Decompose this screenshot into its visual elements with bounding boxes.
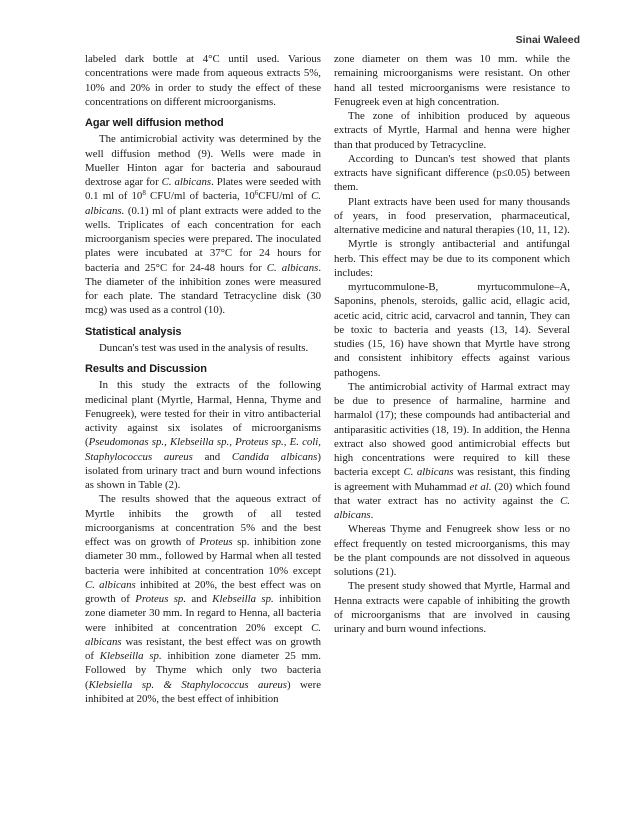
italic-text: Klebseilla sp. xyxy=(99,650,162,662)
heading-statistical-analysis: Statistical analysis xyxy=(85,325,182,338)
text-run: and xyxy=(186,593,213,605)
text-run: inhibited at 20%, the best effect was on growth of xyxy=(85,578,321,605)
paragraph-statistical-analysis xyxy=(85,341,321,355)
text-run: (20) which found that water extract has no activity against the xyxy=(334,480,570,507)
italic-text: Klebseilla sp. xyxy=(212,593,274,605)
text-run: and xyxy=(192,450,232,463)
text-run: Plant extracts have been used for many thousands of years, in food preservation, pharmaceutical, alternative medicine and natural therapies (10, 11, 12). xyxy=(334,195,570,236)
text-run: was resistant, this finding is agreement with Muhammad xyxy=(334,466,570,493)
text-run: . xyxy=(370,509,374,521)
italic-text: C. albicans xyxy=(266,261,319,274)
superscript: 8 xyxy=(142,189,146,198)
italic-text: C. albicans xyxy=(85,578,136,591)
italic-text: C. albicans xyxy=(334,494,570,521)
paragraph-right-2 xyxy=(334,109,570,152)
paragraph-right-7 xyxy=(334,380,570,523)
paragraph-right-1 xyxy=(334,52,570,109)
right-column xyxy=(334,52,570,636)
heading-agar-well-diffusion: Agar well diffusion method xyxy=(85,117,224,129)
paragraph-results-1 xyxy=(85,378,321,492)
italic-text: C. albicans xyxy=(403,466,454,479)
text-run: zone diameter on them was 10 mm. while the remaining microorganisms were resistant. On other hand all tested microorganisms were resistance to Fenugreek even at high concentration. xyxy=(334,53,570,108)
text-run: ) isolated from urinary tract and burn wound infections as shown in Table (2). xyxy=(85,450,321,491)
italic-text: Candida albicans xyxy=(231,450,318,463)
superscript: 6 xyxy=(254,189,259,198)
italic-text: Proteus xyxy=(199,536,233,548)
text-run: inhibition zone diameter 30 mm. In regard to Henna, all bacteria were inhibited at concentration 20% except xyxy=(85,593,321,634)
italic-text: et al. xyxy=(469,480,492,493)
text-run: The antimicrobial activity was determined by the well diffusion method (9). Wells were made in Mueller Hinton agar for bacteria and sabouraud dextrose agar for xyxy=(85,133,321,188)
text-run: CFU/ml of xyxy=(258,190,312,203)
paragraph-right-3 xyxy=(334,152,570,195)
italic-text: C. albicans xyxy=(161,176,212,188)
paragraph-agar-well-diffusion xyxy=(85,132,321,317)
text-run: The present study showed that Myrtle, Harmal and Henna extracts were capable of inhibiting the growth of microorganisms that are involved in causing urinary and burn wound infections. xyxy=(334,580,570,635)
text-run: inhibition zone diameter 25 mm. Followed by Thyme which only two bacteria ( xyxy=(85,650,321,691)
italic-text: Proteus sp. xyxy=(135,593,187,605)
text-run: The zone of inhibition produced by aqueous extracts of Myrtle, Harmal and henna were higher than that produced by Tetracycline. xyxy=(334,110,570,151)
text-run: In this study the extracts of the following medicinal plant (Myrtle, Harmal, Henna, Thyme and Fenugreek), were tested for their in vitro antibacterial activity against six isolates of microorganisms ( xyxy=(85,379,321,449)
text-run: Myrtle is strongly antibacterial and antifungal herb. This effect may be due to its component which includes: xyxy=(334,238,570,279)
text-run: . The diameter of the inhibition zones were measured for each plate. The standard Tetracycline disk (30 mcg) was used as a control (10). xyxy=(85,261,322,317)
text-run: Whereas Thyme and Fenugreek show less or no effect frequently on tested microorganisms, this may be the plant compounds are not dissolved in aqueous solutions (21). xyxy=(334,523,570,578)
heading-results-discussion: Results and Discussion xyxy=(85,363,207,375)
text-run: ) were inhibited at 20%, the best effect of inhibition xyxy=(85,678,321,705)
paragraph-right-9 xyxy=(334,579,570,636)
paragraph-right-4 xyxy=(334,195,570,238)
text-run: . Plates were seeded with 0.1 ml of 10 xyxy=(85,176,321,203)
text-run: labeled dark bottle at 4°C until used. Various concentrations were made from aqueous extracts 5%, 10% and 20% in order to study the effect of these concentrations on different microorganisms. xyxy=(85,53,321,108)
left-column xyxy=(85,52,321,706)
paragraph-right-6 xyxy=(334,280,570,380)
text-run: was resistant, the best effect was on growth of xyxy=(85,635,321,662)
paragraph-methods-intro xyxy=(85,52,321,109)
text-run: Duncan's test was used in the analysis of results. xyxy=(99,341,309,354)
italic-text: C. albicans xyxy=(85,621,321,648)
text-run: The antimicrobial activity of Harmal extract may be due to presence of harmaline, harmine and harmalol (17); these compounds had antibacterial and antiparasitic activities (18, 19). In addition, the Henna extract also showed good antimicrobial effects but high concentrations were required to kill these bacteria except xyxy=(334,380,570,479)
text-run: (0.1) ml of plant extracts were added to the wells. Triplicates of each concentration for each microorganism species were prepared. The inoculated plates were incubated at 37°C for 24 hours for bacteria and 25°C for 24-48 hours for xyxy=(85,204,321,274)
text-run: myrtucommulone-B, myrtucommulone–A, Saponins, phenols, steroids, gallic acid, ellagic acid, acetic acid, citric acid, carvacrol and tannin, They can be toxic to bacteria and yeasts (13, 14). Several studies (15, 16) have shown that Myrtle have strong and consistent inhibitory effects against various pathogens. xyxy=(334,281,570,379)
italic-text: Pseudomonas sp., Klebseilla sp., Proteus sp., E. coli, Staphylococcus aureus xyxy=(85,436,321,463)
italic-text: C. albicans. xyxy=(85,190,321,217)
running-head: Sinai Waleed xyxy=(515,34,580,46)
text-run: CFU/ml of bacteria, 10 xyxy=(145,190,255,203)
paragraph-right-8 xyxy=(334,522,570,579)
paragraph-right-5 xyxy=(334,237,570,280)
italic-text: Klebsiella sp. & Staphylococcus aureus xyxy=(88,678,287,691)
text-run: The results showed that the aqueous extract of Myrtle inhibits the growth of all tested microorganisms at concentration 5% and the best effect was on growth of xyxy=(85,493,321,548)
text-run: sp. inhibition zone diameter 30 mm., followed by Harmal when all tested bacteria were inhibited at concentration 10% except xyxy=(85,536,321,577)
paragraph-results-2 xyxy=(85,492,321,706)
text-run: According to Duncan's test showed that plants extracts have significant difference (p≤0.05) between them. xyxy=(334,152,570,194)
